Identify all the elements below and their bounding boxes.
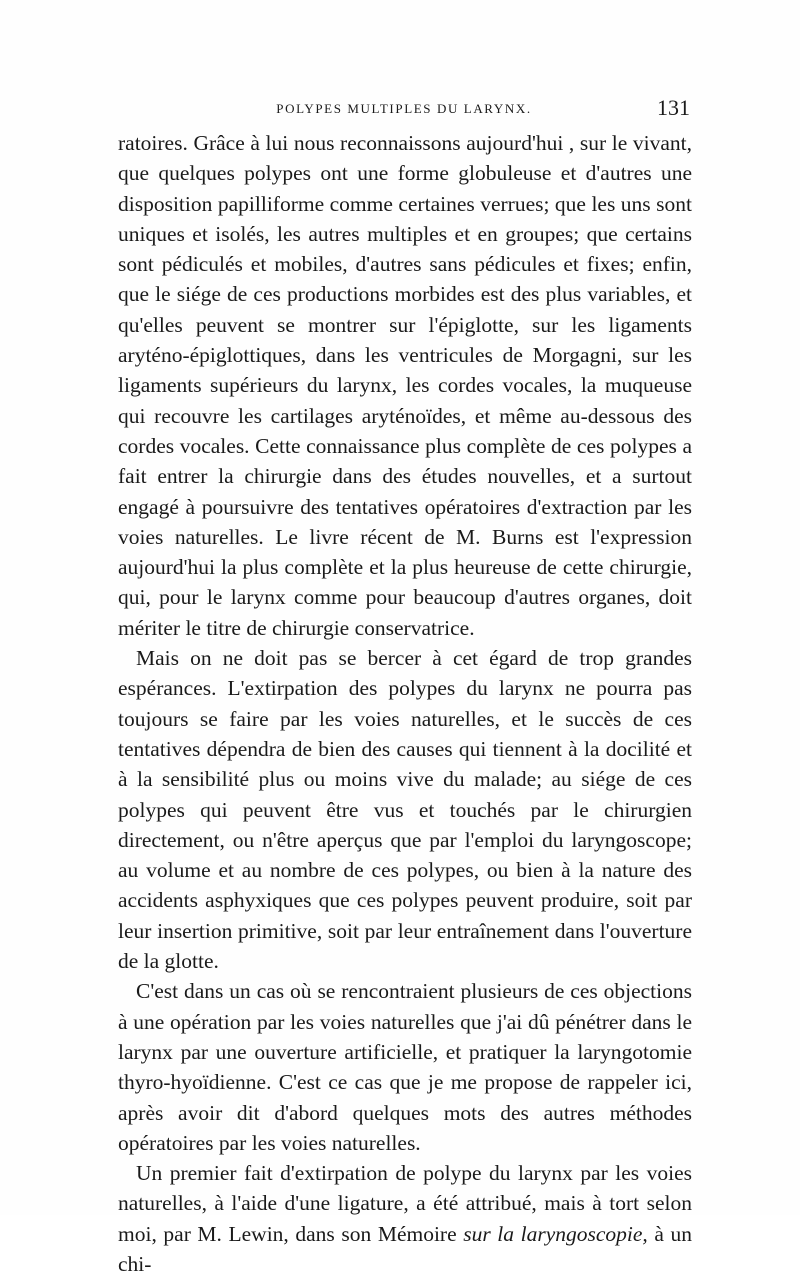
paragraph-4 bbox=[118, 1158, 692, 1279]
paragraph-1: ratoires. Grâce à lui nous reconnaissons aujourd'hui , sur le vivant, que quelques polypes ont une forme globuleuse et d'autres une disposition papilliforme comme certaines verrues; que les uns sont uniques et isolés, les autres multiples et en groupes; que certains sont pédiculés et mobiles, d'autres sans pédicules et fixes; enfin, que le siége de ces productions morbides est des plus variables, et qu'elles peuvent se montrer sur l'épiglotte, sur les ligaments aryténo-épiglottiques, dans les ventricules de Morgagni, sur les ligaments supérieurs du larynx, les cordes vocales, la muqueuse qui recouvre les cartilages aryténoïdes, et même au-dessous des cordes vocales. Cette connaissance plus complète de ces polypes a fait entrer la chirurgie dans des études nouvelles, et a surtout engagé à poursuivre des tentatives opératoires d'extraction par les voies naturelles. Le livre récent de M. Burns est l'expression aujourd'hui la plus complète et la plus heureuse de cette chirurgie, qui, pour le larynx comme pour beaucoup d'autres organes, doit mériter le titre de chirurgie conservatrice. bbox=[118, 131, 692, 640]
paragraph-2: Mais on ne doit pas se bercer à cet égard de trop grandes espérances. L'extirpation des polypes du larynx ne pourra pas toujours se faire par les voies naturelles, et le succès de ces tentatives dépendra de bien des causes qui tiennent à la docilité et à la sensibilité plus ou moins vive du malade; au siége de ces polypes qui peuvent être vus et touchés par le chirurgien directement, ou n'être aperçus que par l'emploi du laryngoscope; au volume et au nombre de ces polypes, ou bien à la nature des accidents asphyxiques que ces polypes peuvent produire, soit par leur insertion primitive, soit par leur entraînement dans l'ouverture de la glotte. bbox=[118, 646, 692, 974]
running-title: POLYPES MULTIPLES DU LARYNX. bbox=[276, 101, 532, 116]
paragraph-4-italic-title: sur la laryngoscopie, bbox=[463, 1221, 648, 1246]
paragraph-3: C'est dans un cas où se rencontraient plusieurs de ces objections à une opération par les voies naturelles que j'ai dû pénétrer dans le larynx par une ouverture artificielle, et pratiquer la laryngotomie thyro-hyoïdienne. C'est ce cas que je me propose de rappeler ici, après avoir dit d'abord quelques mots des autres méthodes opératoires par les voies naturelles. bbox=[118, 979, 692, 1155]
paragraph-4-text-before: Un premier fait d'extirpation de polype du larynx par les voies naturelles, à l'aide d'une ligature, a été attribué, mais à tort selon moi, par M. Lewin, dans son Mémoire bbox=[118, 1161, 692, 1246]
body-text bbox=[118, 128, 692, 1279]
running-header bbox=[118, 96, 690, 122]
page-number: 131 bbox=[657, 95, 690, 120]
paragraph-4-text-after: à un chi- bbox=[118, 1221, 693, 1276]
